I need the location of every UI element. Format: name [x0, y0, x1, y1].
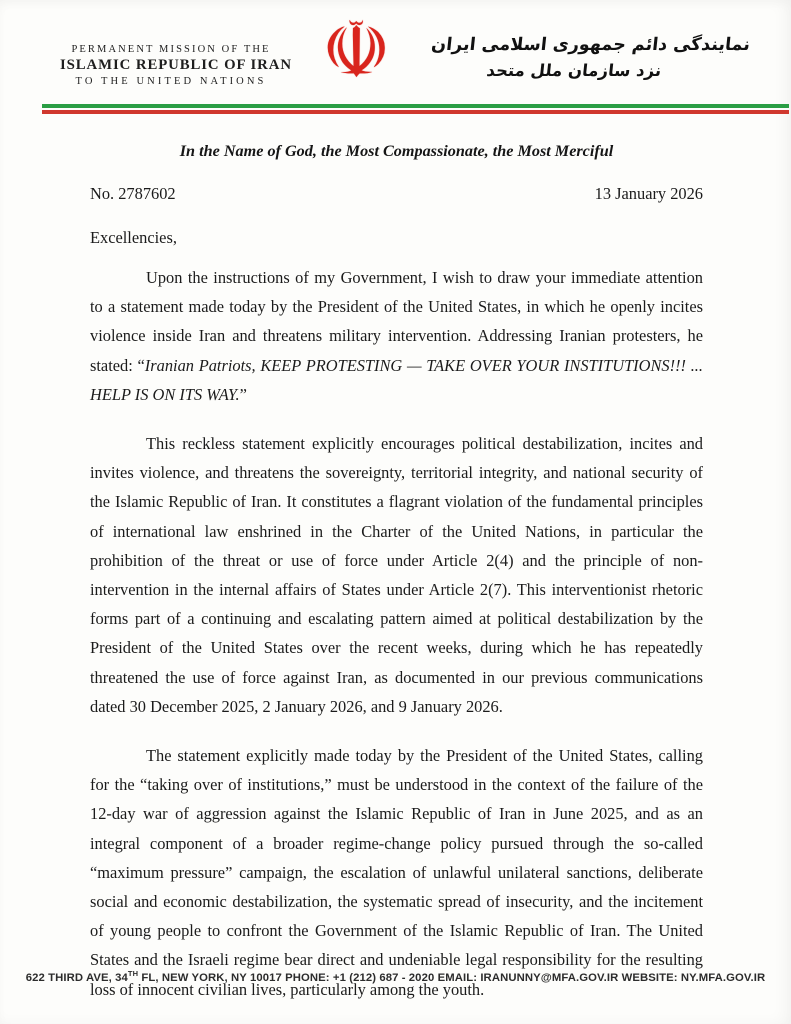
mission-line-1: PERMANENT MISSION OF THE: [71, 44, 271, 55]
paragraph-1-quoted-statement: Iranian Patriots, KEEP PROTESTING — TAKE OVER YOUR INSTITUTIONS!!! ... HELP IS ON ITS WAY.: [90, 355, 703, 404]
persian-line-1: نمایندگی دائم جمهوری اسلامی ایران: [430, 35, 752, 55]
letterhead: [60, 6, 752, 96]
letter-date: 13 January 2026: [594, 184, 703, 203]
footer-contact-line: [0, 969, 791, 984]
iran-emblem-icon: ☫: [321, 6, 392, 96]
paragraph-3: The statement explicitly made today by the President of the United States, calling for the “taking over of institutions,” must be understood in the context of the failure of the 12-day war of aggression against the Islamic Republic of Iran in June 2025, and as an integral component of a broader regime-change policy pursued through the so-called “maximum pressure” campaign, the escalation of unlawful unilateral sanctions, deliberate social and economic destabilization, the systematic spread of insecurity, and the incitement of young people to confront the Government of the Islamic Republic of Iran. The United States and the Israeli regime bear direct and undeniable legal responsibility for the resulting loss of innocent civilian lives, particularly among the youth.: [90, 746, 703, 999]
persian-name-block: [428, 32, 752, 83]
footer-address-suffix: FL, NEW YORK, NY 10017 PHONE: +1 (212) 687 - 2020 EMAIL: IRANUNNY@MFA.GOV.IR WEBSITE: NY.MFA.GOV.IR: [138, 972, 766, 984]
paragraph-1: [90, 263, 703, 409]
footer-address-prefix: 622 THIRD AVE, 34: [25, 972, 128, 984]
reference-row: [90, 184, 703, 204]
mission-name-block: [60, 44, 292, 87]
invocation-line: In the Name of God, the Most Compassionate, the Most Merciful: [179, 142, 614, 160]
paragraph-1-closing-quote: ”: [239, 384, 247, 404]
paragraph-2: This reckless statement explicitly encourages political destabilization, incites and invites violence, and threatens the sovereignty, territorial integrity, and national security of the Islamic Republic of Iran. It constitutes a flagrant violation of the fundamental principles of international law enshrined in the Charter of the United Nations, in particular the prohibition of the threat or use of force under Article 2(4) and the principle of non-intervention in the internal affairs of States under Article 2(7). This interventionist rhetoric forms part of a continuing and escalating pattern aimed at political destabilization by the President of the United States over the recent weeks, during which he has repeatedly threatened the use of force against Iran, as documented in our previous communications dated 30 December 2025, 2 January 2026, and 9 January 2026.: [90, 434, 703, 716]
footer-ordinal-suffix: TH: [127, 969, 139, 979]
mission-line-3: TO THE UNITED NATIONS: [75, 76, 267, 87]
mission-line-2: ISLAMIC REPUBLIC OF IRAN: [60, 57, 292, 73]
flag-divider: [42, 104, 789, 114]
letter-body: [90, 142, 703, 1004]
reference-number: No. 2787602: [90, 184, 176, 203]
salutation: Excellencies,: [90, 228, 177, 247]
persian-line-2: نزد سازمان ملل متحد: [485, 61, 663, 80]
flag-stripe-red: [42, 110, 789, 114]
paragraph-1-text: Upon the instructions of my Government, I wish to draw your immediate attention to a statement made today by the President of the United States, in which he openly incites violence inside Iran and threatens military intervention. Addressing Iranian protesters, he stated: “: [90, 268, 703, 375]
